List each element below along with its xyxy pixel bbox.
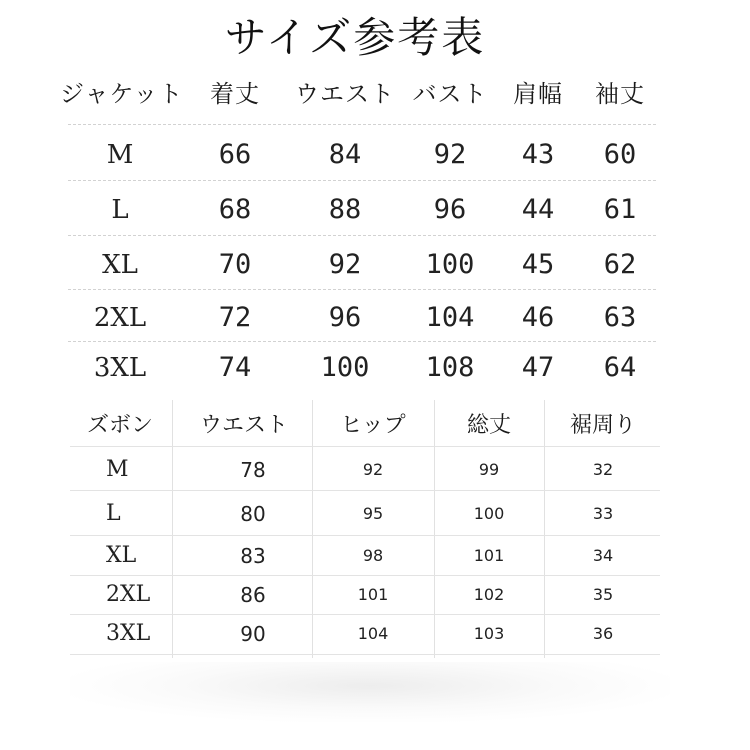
jacket-shoulder: 44: [521, 194, 555, 225]
pants-hem: 36: [592, 624, 614, 643]
jacket-header-item: ジャケット: [60, 80, 184, 108]
jacket-sleeve: 60: [603, 139, 637, 170]
pants-row-2xl: [70, 575, 660, 615]
jacket-sleeve: 63: [603, 302, 637, 333]
pants-hem: 35: [592, 585, 614, 604]
jacket-shoulder: 43: [521, 139, 555, 170]
pants-size: 2XL: [106, 582, 151, 607]
pants-header-hip: ヒップ: [340, 413, 406, 438]
jacket-row-xl: [60, 243, 660, 287]
jacket-bust: 104: [425, 302, 475, 333]
jacket-length: 70: [218, 249, 252, 280]
pants-header-waist: ウエスト: [199, 413, 288, 438]
jacket-waist: 92: [328, 249, 362, 280]
jacket-header-waist: ウエスト: [295, 80, 395, 108]
pants-size: M: [106, 457, 129, 482]
jacket-row-m: [60, 133, 660, 177]
jacket-shoulder: 45: [521, 249, 555, 280]
jacket-row-divider: [68, 289, 656, 290]
pants-header-row: [70, 406, 660, 446]
jacket-length: 74: [218, 352, 252, 383]
jacket-bust: 96: [433, 194, 467, 225]
pants-length: 101: [473, 546, 505, 565]
pants-waist: 90: [240, 622, 266, 646]
jacket-header-shoulder: 肩幅: [513, 80, 563, 108]
jacket-row-3xl: [60, 346, 660, 390]
jacket-header-row: [60, 72, 660, 116]
jacket-length: 68: [218, 194, 252, 225]
pants-row-3xl: [70, 614, 660, 654]
jacket-waist: 96: [328, 302, 362, 333]
pants-waist: 78: [240, 458, 266, 482]
pants-header-hem: 裾周り: [569, 413, 636, 438]
pants-hem: 34: [592, 546, 614, 565]
pants-header-item: ズボン: [86, 413, 153, 438]
pants-row-l: [70, 494, 660, 534]
pants-hip: 98: [362, 546, 384, 565]
jacket-bust: 92: [433, 139, 467, 170]
pants-hem: 32: [592, 460, 614, 479]
jacket-length: 72: [218, 302, 252, 333]
pants-waist: 86: [240, 583, 266, 607]
jacket-size: 2XL: [93, 303, 147, 333]
pants-hem: 33: [592, 504, 614, 523]
pants-row-xl: [70, 536, 660, 576]
jacket-bust: 108: [425, 352, 475, 383]
row-divider: [70, 654, 660, 655]
pants-waist: 80: [240, 502, 266, 526]
jacket-length: 66: [218, 139, 252, 170]
image-smudge: [70, 662, 670, 722]
jacket-row-divider: [68, 124, 656, 125]
jacket-sleeve: 62: [603, 249, 637, 280]
pants-waist: 83: [240, 544, 266, 568]
jacket-header-sleeve: 袖丈: [595, 80, 645, 108]
jacket-row-2xl: [60, 296, 660, 340]
jacket-row-divider: [68, 235, 656, 236]
pants-hip: 101: [357, 585, 389, 604]
jacket-shoulder: 47: [521, 352, 555, 383]
pants-length: 99: [478, 460, 500, 479]
jacket-header-length: 着丈: [210, 80, 260, 108]
pants-size: XL: [106, 543, 137, 568]
row-divider: [70, 446, 660, 447]
pants-size: 3XL: [106, 621, 151, 646]
jacket-size: XL: [102, 250, 138, 280]
row-divider: [70, 490, 660, 491]
jacket-waist: 100: [320, 352, 370, 383]
jacket-size: L: [111, 195, 129, 225]
jacket-row-divider: [68, 341, 656, 342]
pants-row-m: [70, 450, 660, 490]
pants-size: L: [106, 501, 121, 526]
jacket-shoulder: 46: [521, 302, 555, 333]
pants-length: 102: [473, 585, 505, 604]
jacket-waist: 84: [328, 139, 362, 170]
jacket-row-l: [60, 188, 660, 232]
pants-hip: 92: [362, 460, 384, 479]
jacket-bust: 100: [425, 249, 475, 280]
jacket-sleeve: 64: [603, 352, 637, 383]
jacket-sleeve: 61: [603, 194, 637, 225]
page-title: サイズ参考表: [224, 13, 486, 62]
jacket-row-divider: [68, 180, 656, 181]
pants-length: 103: [473, 624, 505, 643]
jacket-size: 3XL: [93, 353, 147, 383]
pants-hip: 95: [362, 504, 384, 523]
pants-hip: 104: [357, 624, 389, 643]
jacket-waist: 88: [328, 194, 362, 225]
pants-length: 100: [473, 504, 505, 523]
jacket-size: M: [106, 140, 134, 170]
jacket-header-bust: バスト: [412, 80, 488, 108]
pants-header-length: 総丈: [466, 413, 511, 438]
pants-size-table: [70, 400, 660, 658]
